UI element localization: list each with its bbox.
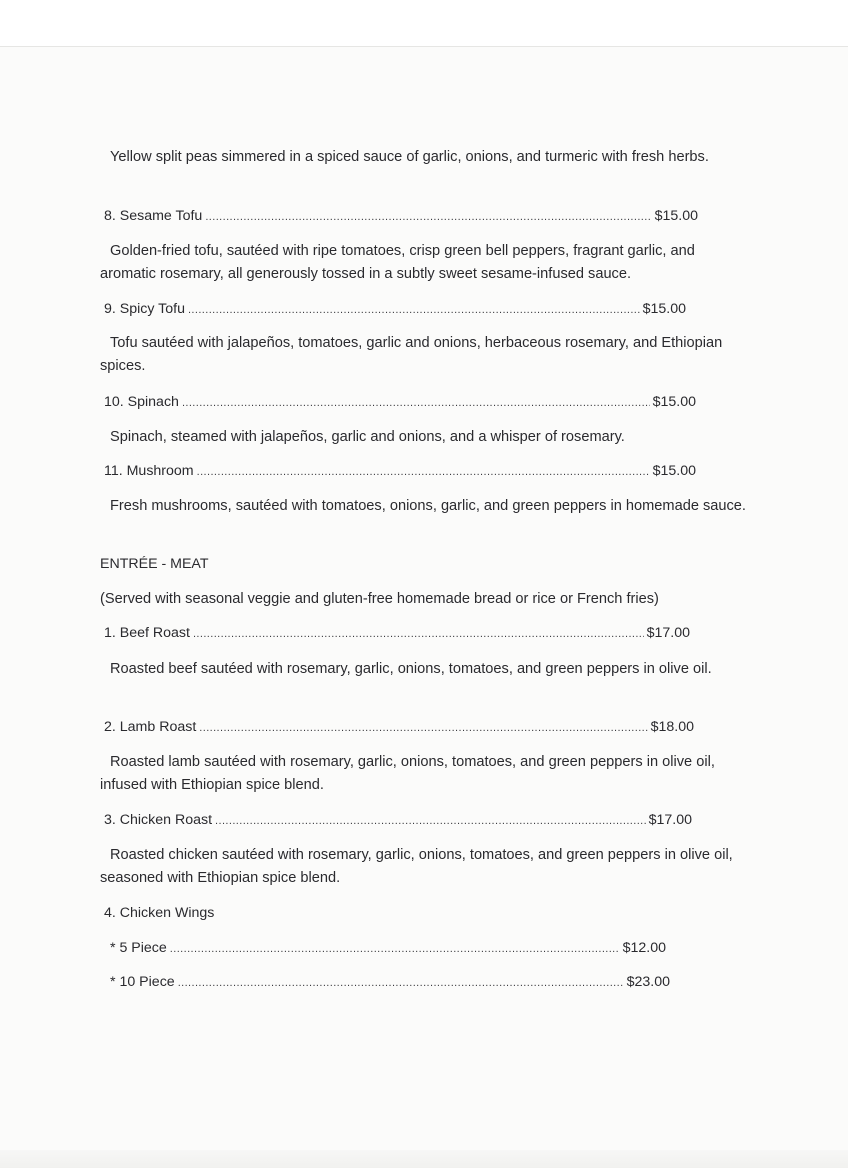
dot-leader [182, 393, 650, 413]
dot-leader [215, 811, 646, 831]
spicy-tofu-description: Tofu sautéed with jalapeños, tomatoes, garlic and onions, herbaceous rosemary, and Ethiopian spices. [100, 335, 723, 374]
spinach-description: Spinach, steamed with jalapeños, garlic and onions, and a whisper of rosemary. [110, 429, 625, 445]
menu-item-spinach [104, 392, 696, 413]
menu-item-wings-5-piece [110, 938, 666, 959]
section-note-meat: (Served with seasonal veggie and gluten-free homemade bread or rice or French fries) [100, 591, 659, 607]
item-name: 3. Chicken Roast [104, 812, 213, 828]
item-price: $12.00 [622, 940, 666, 956]
item-name: 11. Mushroom [104, 463, 194, 479]
section-heading-meat: ENTRÉE - MEAT [100, 556, 209, 572]
menu-item-spicy-tofu [104, 299, 686, 320]
item-name: 9. Spicy Tofu [104, 301, 185, 317]
dot-leader [197, 462, 650, 482]
item-price: $15.00 [642, 301, 686, 317]
item-name: 1. Beef Roast [104, 625, 190, 641]
menu-item-sesame-tofu [104, 206, 698, 227]
item-price: $17.00 [646, 625, 690, 641]
dot-leader [205, 207, 651, 227]
item-price: $15.00 [652, 394, 696, 410]
dot-leader [170, 939, 620, 959]
item-name: * 5 Piece [110, 940, 167, 956]
split-peas-description: Yellow split peas simmered in a spiced sauce of garlic, onions, and turmeric with fresh herbs. [110, 149, 709, 165]
menu-item-beef-roast [104, 623, 690, 644]
item-name: 10. Spinach [104, 394, 179, 410]
menu-item-lamb-roast [104, 717, 694, 738]
beef-roast-description: Roasted beef sautéed with rosemary, garlic, onions, tomatoes, and green peppers in olive oil. [110, 661, 712, 677]
dot-leader [193, 624, 644, 644]
item-price: $15.00 [654, 208, 698, 224]
menu-item-mushroom [104, 461, 696, 482]
lamb-roast-description: Roasted lamb sautéed with rosemary, garlic, onions, tomatoes, and green peppers in olive oil, infused with Ethiopian spice blend. [100, 754, 715, 793]
item-price: $23.00 [626, 974, 670, 990]
mushroom-description: Fresh mushrooms, sautéed with tomatoes, onions, garlic, and green peppers in homemade sauce. [110, 498, 746, 514]
chicken-wings-heading: 4. Chicken Wings [104, 905, 215, 921]
dot-leader [178, 973, 624, 993]
menu-item-wings-10-piece [110, 972, 670, 993]
item-name: 8. Sesame Tofu [104, 208, 203, 224]
item-price: $15.00 [652, 463, 696, 479]
chicken-roast-description: Roasted chicken sautéed with rosemary, garlic, onions, tomatoes, and green peppers in olive oil, seasoned with Ethiopian spice blend. [100, 847, 733, 886]
item-name: * 10 Piece [110, 974, 175, 990]
dot-leader [199, 718, 647, 738]
item-price: $18.00 [650, 719, 694, 735]
sesame-tofu-description: Golden-fried tofu, sautéed with ripe tomatoes, crisp green bell peppers, fragrant garlic, and aromatic rosemary, all generously tossed in a subtly sweet sesame-infused sauce. [100, 243, 695, 282]
menu-item-chicken-roast [104, 810, 692, 831]
item-price: $17.00 [648, 812, 692, 828]
item-name: 2. Lamb Roast [104, 719, 197, 735]
dot-leader [188, 300, 640, 320]
